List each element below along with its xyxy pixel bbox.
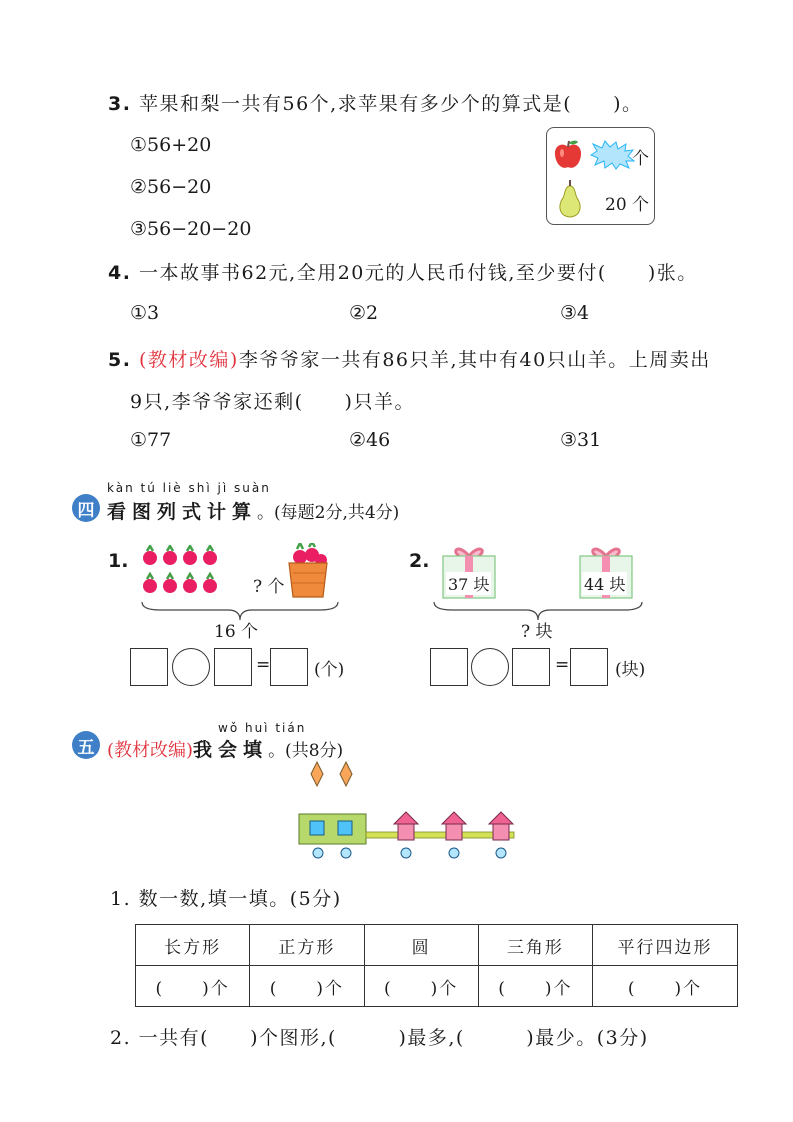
table-header: 圆 bbox=[364, 925, 478, 966]
q5-option-3[interactable]: ③31 bbox=[560, 429, 602, 451]
q5-text-line1 bbox=[108, 345, 711, 372]
q5-number: 5. bbox=[108, 349, 132, 371]
q3-text bbox=[108, 89, 643, 116]
window-square-1 bbox=[310, 821, 324, 835]
s4-p2-result-box[interactable] bbox=[570, 648, 608, 686]
apple-icon bbox=[551, 138, 585, 172]
s4-p2-answer-box-1[interactable] bbox=[430, 648, 468, 686]
radish-group-icon bbox=[143, 545, 227, 599]
table-answer-row bbox=[136, 966, 738, 1007]
house-square-1 bbox=[398, 824, 414, 840]
q5-option-2[interactable]: ②46 bbox=[349, 429, 391, 451]
house-square-2 bbox=[446, 824, 462, 840]
window-square-2 bbox=[338, 821, 352, 835]
s4-p2-right-label: 44 块 bbox=[582, 572, 627, 595]
s4-p1-unit: (个) bbox=[314, 660, 345, 680]
section5-badge: 五 bbox=[72, 731, 100, 759]
section4-pinyin: kàn tú liè shì jì suàn bbox=[107, 481, 271, 495]
wheel-circle-1 bbox=[313, 848, 323, 858]
section5-title: 我会填 bbox=[193, 739, 269, 761]
s4-p1-operator-circle[interactable] bbox=[172, 648, 210, 686]
link-rect bbox=[366, 832, 514, 838]
wheel-circle-2 bbox=[341, 848, 351, 858]
s4-p1-answer-box-1[interactable] bbox=[130, 648, 168, 686]
section5-pinyin: wǒ huì tián bbox=[218, 721, 307, 735]
wheel-circle-4 bbox=[449, 848, 459, 858]
roof-triangle-3 bbox=[489, 812, 513, 824]
table-header: 长方形 bbox=[136, 925, 250, 966]
s5-q2-text: 2. 一共有( )个图形,( )最多,( )最少。(3分) bbox=[110, 1027, 649, 1049]
roof-triangle-1 bbox=[394, 812, 418, 824]
section4-heading bbox=[107, 497, 399, 524]
q5-tag: (教材改编) bbox=[139, 349, 239, 371]
s4-p2-answer-box-2[interactable] bbox=[512, 648, 550, 686]
section4-badge: 四 bbox=[72, 494, 100, 522]
table-answer-cell[interactable]: ( )个 bbox=[364, 966, 478, 1007]
s4-p2-equals: = bbox=[555, 655, 570, 675]
pear-count-label: 20 个 bbox=[605, 195, 650, 215]
s4-p1-total-label: 16 个 bbox=[214, 622, 259, 642]
table-answer-cell[interactable]: ( )个 bbox=[478, 966, 592, 1007]
table-answer-cell[interactable]: ( )个 bbox=[593, 966, 738, 1007]
s4-p2-left-label: 37 块 bbox=[446, 572, 491, 595]
basket-of-radishes-icon bbox=[285, 543, 331, 601]
q3-option-2[interactable]: ②56−20 bbox=[130, 176, 212, 198]
s4-p2-number: 2. bbox=[409, 550, 430, 572]
apple-pear-picture bbox=[546, 127, 655, 225]
s4-p1-result-box[interactable] bbox=[270, 648, 308, 686]
table-header-row bbox=[136, 925, 738, 966]
s4-p1-equals: = bbox=[256, 655, 271, 675]
q4-number: 4. bbox=[108, 262, 132, 284]
q3-stem: 苹果和梨一共有56个,求苹果有多少个的算式是( )。 bbox=[139, 93, 643, 115]
q3-number: 3. bbox=[108, 93, 132, 115]
wheel-circle-5 bbox=[496, 848, 506, 858]
section5-tag: (教材改编) bbox=[107, 740, 194, 761]
wheel-circle-3 bbox=[401, 848, 411, 858]
q5-stem-1: 李爷爷家一共有86只羊,其中有40只山羊。上周卖出 bbox=[238, 349, 711, 371]
apple-unit-label: 个 bbox=[632, 149, 649, 169]
s4-p1-answer-box-2[interactable] bbox=[214, 648, 252, 686]
roof-triangle-2 bbox=[442, 812, 466, 824]
s4-p2-total-label: ? 块 bbox=[521, 622, 553, 642]
q3-option-3[interactable]: ③56−20−20 bbox=[130, 218, 252, 240]
s4-p1-unknown-label: ? 个 bbox=[253, 577, 285, 597]
s5-q1-text: 1. 数一数,填一填。(5分) bbox=[110, 888, 342, 910]
pear-icon bbox=[553, 178, 587, 220]
table-header: 正方形 bbox=[250, 925, 364, 966]
table-header: 三角形 bbox=[478, 925, 592, 966]
s4-p2-unit: (块) bbox=[615, 660, 646, 680]
table-header: 平行四边形 bbox=[593, 925, 738, 966]
q5-text-line2: 9只,李爷爷家还剩( )只羊。 bbox=[130, 391, 415, 413]
q5-option-1[interactable]: ①77 bbox=[130, 429, 172, 451]
q4-option-1[interactable]: ①3 bbox=[130, 302, 160, 324]
table-answer-cell[interactable]: ( )个 bbox=[250, 966, 364, 1007]
q4-option-2[interactable]: ②2 bbox=[349, 302, 379, 324]
section4-title: 看图列式计算 bbox=[107, 501, 258, 523]
section5-heading bbox=[107, 735, 343, 762]
shape-count-table bbox=[135, 924, 738, 1007]
shape-train-figure bbox=[294, 760, 524, 860]
q3-option-1[interactable]: ①56+20 bbox=[130, 134, 212, 156]
parallelogram-right bbox=[340, 762, 352, 786]
q4-stem: 一本故事书62元,全用20元的人民币付钱,至少要付( )张。 bbox=[139, 262, 698, 284]
s4-p2-operator-circle[interactable] bbox=[471, 648, 509, 686]
q4-option-3[interactable]: ③4 bbox=[560, 302, 590, 324]
table-answer-cell[interactable]: ( )个 bbox=[136, 966, 250, 1007]
parallelogram-left bbox=[311, 762, 323, 786]
section4-note: 。(每题2分,共4分) bbox=[257, 503, 400, 523]
s4-p1-number: 1. bbox=[108, 550, 129, 572]
section5-note: 。(共8分) bbox=[268, 741, 344, 761]
train-car-rect bbox=[299, 814, 366, 844]
q4-text bbox=[108, 258, 698, 285]
house-square-3 bbox=[493, 824, 509, 840]
covered-number-burst-icon bbox=[589, 140, 635, 170]
